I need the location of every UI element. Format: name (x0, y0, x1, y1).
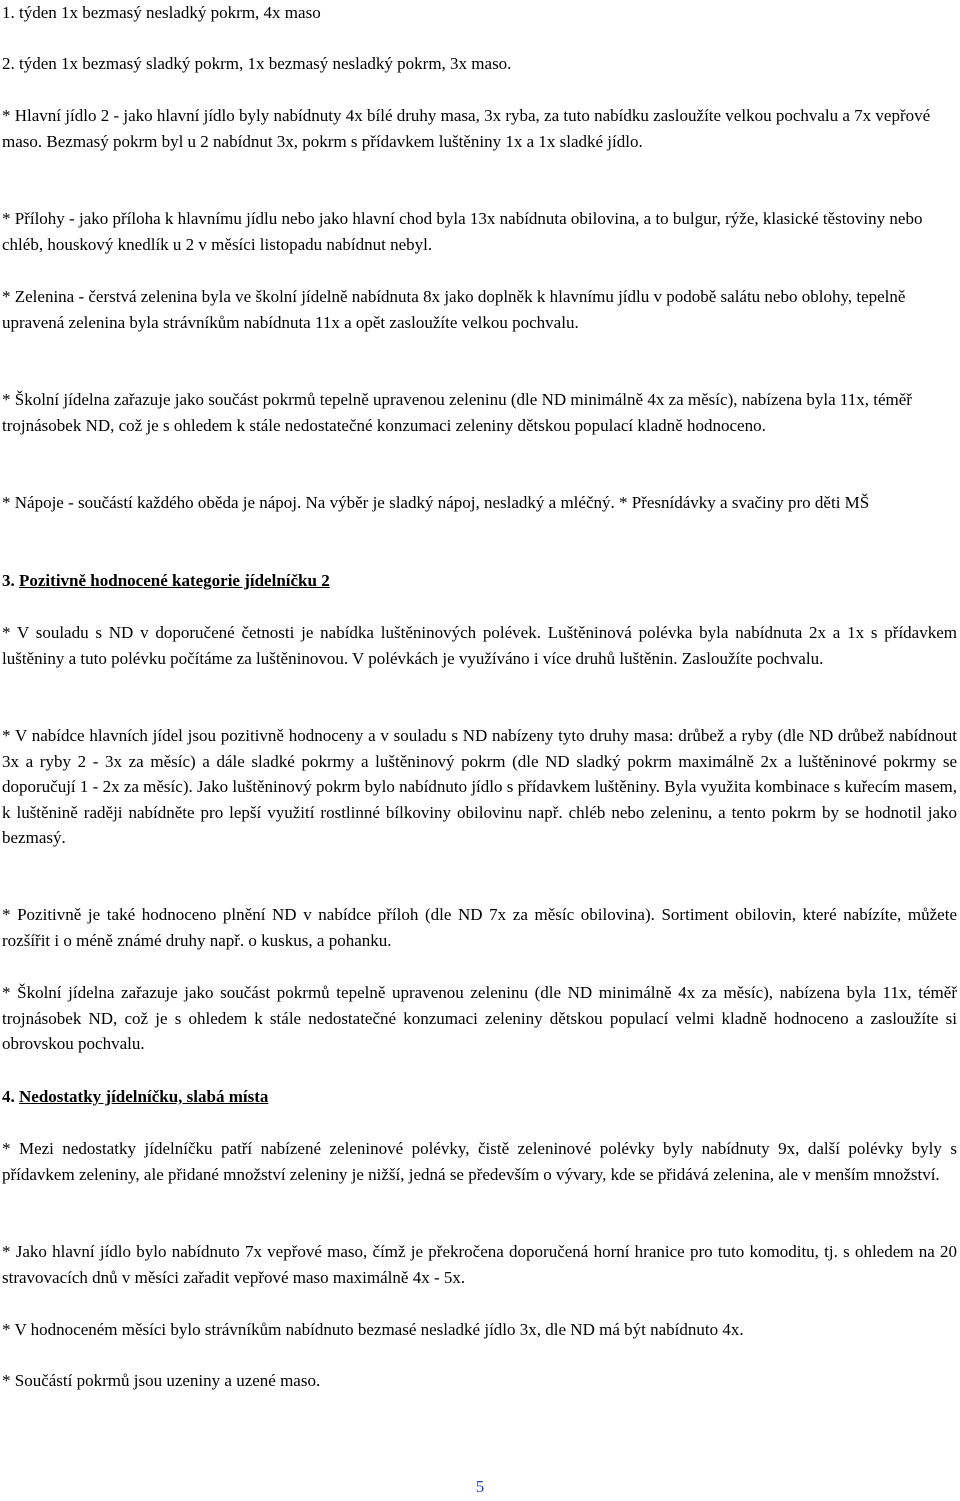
vegetables-paragraph: * Zelenina - čerstvá zelenina byla ve školní jídelně nabídnuta 8x jako doplněk k hlavnímu jídlu v podobě salátu nebo oblohy, tepelně upravená zelenina byla strávníkům nabídnuta 11x a opět zasloužíte velkou pochvalu. (2, 287, 906, 332)
section-4-number: 4. (2, 1087, 15, 1106)
meatless-dish-paragraph: * V hodnoceném měsíci bylo strávníkům nabídnuto bezmasé nesladké jídlo 3x, dle ND má být nabídnuto 4x. (2, 1320, 744, 1339)
cooked-vegetables-positive-paragraph: * Školní jídelna zařazuje jako součást pokrmů tepelně upravenou zeleninu (dle ND minimálně 4x za měsíc), nabízena byla 11x, téměř trojnásobek ND, což je s ohledem k stále nedostatečné konzumaci zeleniny dětskou populací velmi kladně hodnoceno a zasloužíte si obrovskou pochvalu. (2, 983, 957, 1053)
main-dishes-positive-paragraph: * V nabídce hlavních jídel jsou pozitivně hodnoceny a v souladu s ND nabízeny tyto druhy masa: drůbež a ryby (dle ND drůbež nabídnout 3x a ryby 2 - 3x za měsíc) a dále sladké pokrmy a luštěninový pokrm (dle ND sladký pokrm maximálně 2x a luštěninové pokrmy se doporučují 1 - 2x za měsíc). Jako luštěninový pokrm bylo nabídnuto jídlo s přídavkem luštěniny. Byla využita kombinace s kuřecím masem, k luštěnině raději nabídněte pro lepší využití rostlinné bílkoviny obilovinu např. chléb nebo zeleninu, a tento pokrm by se hodnotil jako bezmasý. (2, 726, 957, 847)
cooked-vegetables-paragraph: * Školní jídelna zařazuje jako součást pokrmů tepelně upravenou zeleninu (dle ND minimálně 4x za měsíc), nabízena byla 11x, téměř trojnásobek ND, což je s ohledem k stále nedostatečné konzumaci zeleniny dětskou populací kladně hodnoceno. (2, 390, 912, 435)
side-dishes-positive-paragraph: * Pozitivně je také hodnoceno plnění ND v nabídce příloh (dle ND 7x za měsíc obilovina). Sortiment obilovin, které nabízíte, můžete rozšířit i o méně známé druhy např. o kuskus, a pohanku. (2, 905, 957, 950)
legume-soups-paragraph: * V souladu s ND v doporučené četnosti je nabídka luštěninových polévek. Luštěninová polévka byla nabídnuta 2x a 1x s přídavkem luštěniny a tuto polévku počítáme za luštěninovou. V polévkách je využíváno i více druhů luštěnin. Zasloužíte pochvalu. (2, 623, 957, 668)
week-2-line: 2. týden 1x bezmasý sladký pokrm, 1x bezmasý nesladký pokrm, 3x maso. (2, 54, 512, 73)
page-number: 5 (475, 1477, 485, 1496)
drinks-paragraph: * Nápoje - součástí každého oběda je nápoj. Na výběr je sladký nápoj, nesladký a mléčný. * Přesnídávky a svačiny pro děti MŠ (2, 493, 870, 512)
section-3-heading (2, 568, 330, 594)
week-1-line: 1. týden 1x bezmasý nesladký pokrm, 4x maso (2, 3, 321, 22)
main-dish-paragraph: * Hlavní jídlo 2 - jako hlavní jídlo byly nabídnuty 4x bílé druhy masa, 3x ryba, za tuto nabídku zasloužíte velkou pochvalu a 7x vepřové maso. Bezmasý pokrm byl u 2 nabídnut 3x, pokrm s přídavkem luštěniny 1x a 1x sladké jídlo. (2, 106, 931, 151)
vegetable-soups-paragraph: * Mezi nedostatky jídelníčku patří nabízené zeleninové polévky, čistě zeleninové polévky byly nabídnuty 9x, další polévky byly s přídavkem zeleniny, ale přidané množství zeleniny je nižší, jedná se především o vývary, kde se přidává zelenina, ale v menším množství. (2, 1139, 957, 1184)
section-4-title: Nedostatky jídelníčku, slabá místa (19, 1087, 269, 1106)
section-3-number: 3. (2, 571, 15, 590)
pork-paragraph: * Jako hlavní jídlo bylo nabídnuto 7x vepřové maso, čímž je překročena doporučená horní hranice pro tuto komoditu, tj. s ohledem na 20 stravovacích dnů v měsíci zařadit vepřové maso maximálně 4x - 5x. (2, 1242, 957, 1287)
section-4-heading (2, 1084, 268, 1110)
smoked-meat-paragraph: * Součástí pokrmů jsou uzeniny a uzené maso. (2, 1371, 321, 1390)
section-3-title: Pozitivně hodnocené kategorie jídelníčku 2 (19, 571, 330, 590)
side-dishes-paragraph: * Přílohy - jako příloha k hlavnímu jídlu nebo jako hlavní chod byla 13x nabídnuta obilovina, a to bulgur, rýže, klasické těstoviny nebo chléb, houskový knedlík u 2 v měsíci listopadu nabídnut nebyl. (2, 209, 923, 254)
